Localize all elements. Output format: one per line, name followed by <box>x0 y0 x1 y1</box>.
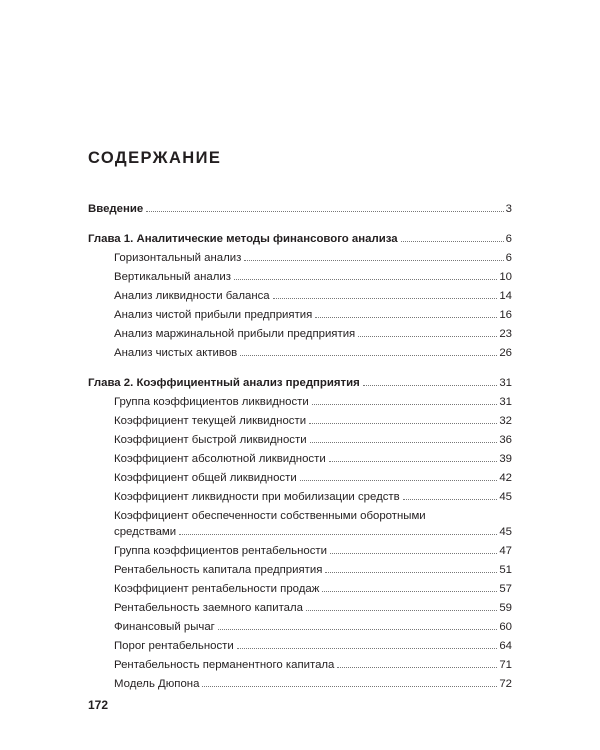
toc-page: 14 <box>499 290 512 302</box>
toc-title: Модель Дюпона <box>114 678 200 690</box>
toc-leader-dots <box>234 278 497 280</box>
toc-title: Финансовый рычаг <box>114 621 215 633</box>
toc-entry[interactable] <box>114 524 512 540</box>
toc-page: 36 <box>499 434 512 446</box>
toc-page: 6 <box>505 252 512 264</box>
toc-entry[interactable] <box>114 581 512 597</box>
toc-title: Анализ маржинальной прибыли предприятия <box>114 328 356 340</box>
toc-leader-dots <box>218 628 498 630</box>
toc-leader-dots <box>329 460 498 462</box>
toc-leader-dots <box>244 259 503 261</box>
toc-title: Рентабельность перманентного капитала <box>114 659 335 671</box>
toc-entry[interactable] <box>114 470 512 486</box>
toc-entry-wrapped-line1[interactable]: Коэффициент обеспеченности собственными оборотными <box>114 510 426 522</box>
toc-entry[interactable] <box>114 451 512 467</box>
toc-leader-dots <box>309 422 497 424</box>
toc-entry[interactable] <box>114 250 512 266</box>
toc-entry-intro[interactable] <box>88 201 512 217</box>
toc-leader-dots <box>179 533 497 535</box>
toc-title: Коэффициент ликвидности при мобилизации средств <box>114 491 400 503</box>
toc-page: 42 <box>499 472 512 484</box>
toc-title: средствами <box>114 526 177 538</box>
toc-entry[interactable] <box>114 326 512 342</box>
toc-entry[interactable] <box>114 413 512 429</box>
toc-title: Коэффициент рентабельности продаж <box>114 583 320 595</box>
toc-entry[interactable] <box>114 288 512 304</box>
toc-entry[interactable] <box>114 543 512 559</box>
toc-title: Анализ чистых активов <box>114 347 238 359</box>
toc-entry[interactable] <box>114 307 512 323</box>
toc-title: Глава 1. Аналитические методы финансового анализа <box>88 233 398 245</box>
toc-leader-dots <box>401 240 504 242</box>
toc-title: Коэффициент абсолютной ликвидности <box>114 453 326 465</box>
toc-leader-dots <box>337 666 497 668</box>
toc-leader-dots <box>310 441 498 443</box>
toc-page: 51 <box>499 564 512 576</box>
toc-entry[interactable] <box>114 269 512 285</box>
toc-page: 60 <box>499 621 512 633</box>
toc-title: Рентабельность заемного капитала <box>114 602 303 614</box>
toc-leader-dots <box>330 552 497 554</box>
toc-leader-dots <box>325 571 497 573</box>
toc-page: 23 <box>499 328 512 340</box>
toc-title: Горизонтальный анализ <box>114 252 242 264</box>
toc-page: 57 <box>499 583 512 595</box>
toc-leader-dots <box>403 498 498 500</box>
toc-entry[interactable] <box>114 432 512 448</box>
toc-title: Порог рентабельности <box>114 640 234 652</box>
toc-title: Введение <box>88 203 144 215</box>
toc-leader-dots <box>146 210 503 212</box>
toc-title: Анализ чистой прибыли предприятия <box>114 309 313 321</box>
toc-leader-dots <box>363 384 498 386</box>
toc-title: Вертикальный анализ <box>114 271 231 283</box>
toc-entry[interactable] <box>114 345 512 361</box>
toc-page: 31 <box>499 377 512 389</box>
toc-title: Анализ ликвидности баланса <box>114 290 270 302</box>
toc-title: Группа коэффициентов ликвидности <box>114 396 309 408</box>
toc-title: Группа коэффициентов рентабельности <box>114 545 328 557</box>
toc-leader-dots <box>202 685 497 687</box>
toc-title: Рентабельность капитала предприятия <box>114 564 323 576</box>
toc-leader-dots <box>300 479 498 481</box>
toc-leader-dots <box>312 403 498 405</box>
toc-title: Коэффициент общей ликвидности <box>114 472 297 484</box>
toc-page: 6 <box>505 233 512 245</box>
toc-page: 26 <box>499 347 512 359</box>
toc-page: 39 <box>499 453 512 465</box>
toc-leader-dots <box>240 354 497 356</box>
toc-entry[interactable] <box>114 600 512 616</box>
toc-page: 32 <box>499 415 512 427</box>
toc-page: 59 <box>499 602 512 614</box>
toc-page: 72 <box>499 678 512 690</box>
toc-page: 71 <box>499 659 512 671</box>
toc-entry[interactable] <box>114 657 512 673</box>
toc-page: 45 <box>499 526 512 538</box>
toc-entry[interactable] <box>114 619 512 635</box>
toc-leader-dots <box>237 647 498 649</box>
toc-entry[interactable] <box>114 562 512 578</box>
toc-leader-dots <box>306 609 497 611</box>
toc-entry[interactable] <box>114 489 512 505</box>
toc-leader-dots <box>273 297 498 299</box>
toc-page: 47 <box>499 545 512 557</box>
toc-entry[interactable] <box>114 676 512 692</box>
toc-page: 64 <box>499 640 512 652</box>
toc-page: 16 <box>499 309 512 321</box>
page-title: СОДЕРЖАНИЕ <box>88 149 222 167</box>
toc-title: Коэффициент текущей ликвидности <box>114 415 307 427</box>
toc-title: Глава 2. Коэффициентный анализ предприятия <box>88 377 360 389</box>
toc-entry[interactable] <box>114 638 512 654</box>
toc-page: 31 <box>499 396 512 408</box>
toc-page: 45 <box>499 491 512 503</box>
toc-page: 10 <box>499 271 512 283</box>
toc-title: Коэффициент быстрой ликвидности <box>114 434 307 446</box>
toc-leader-dots <box>358 335 497 337</box>
toc-entry[interactable] <box>114 394 512 410</box>
toc-leader-dots <box>315 316 497 318</box>
toc-entry-chapter-2[interactable] <box>88 375 512 391</box>
toc-leader-dots <box>322 590 497 592</box>
toc-entry-chapter-1[interactable] <box>88 231 512 247</box>
toc-page: 3 <box>505 203 512 215</box>
page-number: 172 <box>88 698 109 712</box>
